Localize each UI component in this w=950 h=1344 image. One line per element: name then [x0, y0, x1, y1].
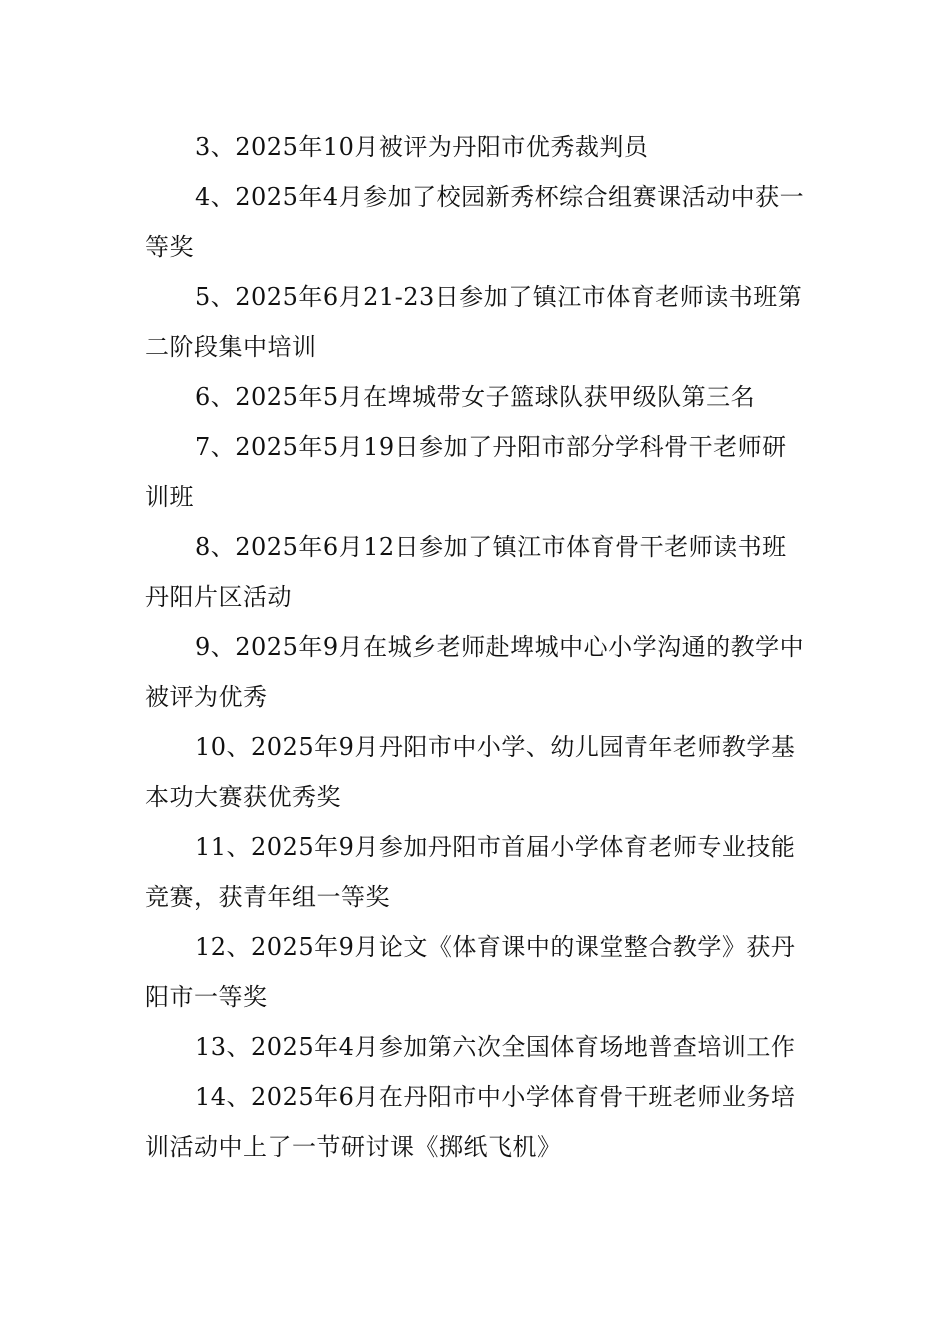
list-item: 8、2025年6月12日参加了镇江市体育骨干老师读书班丹阳片区活动: [145, 533, 787, 611]
list-item: 3、2025年10月被评为丹阳市优秀裁判员: [195, 133, 649, 161]
list-item: 10、2025年9月丹阳市中小学、幼儿园青年老师教学基本功大赛获优秀奖: [145, 733, 796, 811]
list-item: 13、2025年4月参加第六次全国体育场地普查培训工作: [195, 1033, 796, 1061]
list-item: 6、2025年5月在埤城带女子篮球队获甲级队第三名: [195, 383, 756, 411]
list-item: 12、2025年9月论文《体育课中的课堂整合教学》获丹阳市一等奖: [145, 933, 796, 1011]
list-item: 7、2025年5月19日参加了丹阳市部分学科骨干老师研训班: [145, 433, 787, 511]
list-item: 11、2025年9月参加丹阳市首届小学体育老师专业技能竞赛，获青年组一等奖: [145, 833, 796, 911]
list-item: 9、2025年9月在城乡老师赴埤城中心小学沟通的教学中被评为优秀: [145, 633, 805, 711]
document-body: [145, 122, 810, 1172]
list-item: 5、2025年6月21-23日参加了镇江市体育老师读书班第二阶段集中培训: [145, 283, 803, 361]
list-item: 4、2025年4月参加了校园新秀杯综合组赛课活动中获一等奖: [145, 183, 805, 261]
list-item: 14、2025年6月在丹阳市中小学体育骨干班老师业务培训活动中上了一节研讨课《掷纸飞机》: [145, 1083, 796, 1161]
